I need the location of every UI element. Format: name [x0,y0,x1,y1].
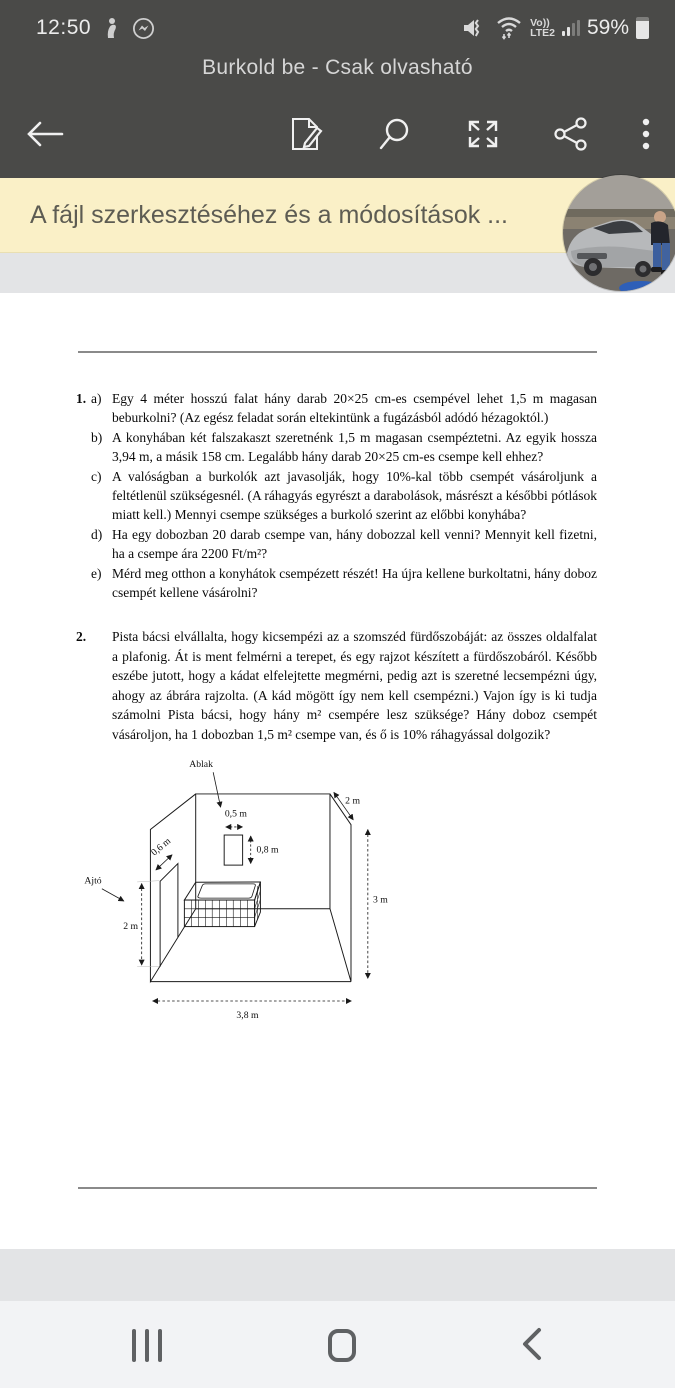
avatar[interactable] [563,175,675,291]
problem-1-number: 1. [76,391,87,406]
part-label: d) [91,526,103,542]
problem-1-part-c [91,467,597,525]
room-walls [150,794,351,982]
part-text: Egy 4 méter hosszú falat hány darab 20×25 cm-es csempével lehet 1,5 m magasan beburkolni? (Az egész feladat során eltekintünk a fugázásból adódó hézagoktól.) [112,391,597,426]
problem-1-part-a [91,389,597,428]
part-text: A valóságban a burkolók azt javasolják, hogy 10%-kal több csempét vásároljunk a feltétlenül szükségesnél. (A ráhagyás egyrészt a darabolások, másrészt a későbbi pótlások miatt kell.) Mennyi csempe szükséges a burkoló szerint az előbbi konyhába? [112,468,597,523]
part-text: A konyhában két falszakaszt szeretnénk 1,5 m magasan csempéztetni. Az egyik hossza 3,94 m, a másik 158 cm. Legalább hány darab 20×25 cm-es csempe kell ehhez? [112,429,597,465]
part-label: a) [91,391,102,406]
edit-button[interactable] [287,115,325,156]
volte-label: Vo)) [530,17,550,29]
figure-room-width: 3,8 m [236,1010,259,1022]
problem-2-text: Pista bácsi elvállalta, hogy kicsempézi az a szomszéd fürdőszobáját: az összes oldalfalat a plafonig. Át is ment felmérni a terepet, és egy rajzot készített a fürdőszobáról. Később eszébe jutott, hogy a kádat elfelejtette megmérni, pedig azt is szeretné lecsempézni úgy, ahogy az ábrára rajzolta. (A kád mögött így nem kell csempézni.) Vajon így is ki tudja számolni Pista bácsi, hogy hány m² csempére lesz szüksége? Hány doboz csempét vásároljon, ha 1 dobozban 1,5 m² csempe van, és ő is 10% ráhagyással dolgozik? [112,629,597,742]
bathroom-figure [76,750,597,1032]
home-button[interactable] [328,1329,356,1362]
battery-icon [636,17,649,39]
document-page[interactable] [0,293,675,1249]
status-time: 12:50 [36,16,92,39]
edit-icon [287,115,325,156]
app-header [0,0,675,178]
network-label: LTE2 [530,27,555,39]
home-icon [328,1329,356,1362]
search-button[interactable] [377,116,413,155]
fullscreen-button[interactable] [465,116,501,155]
toolbar [0,86,675,184]
back-nav-button[interactable] [521,1326,543,1365]
search-icon [377,116,413,155]
volte-indicator [530,18,555,38]
navigation-bar [0,1301,675,1388]
bottom-band [0,1249,675,1301]
problem-1-part-e [91,564,597,603]
figure-window-width: 0,5 m [224,808,247,820]
document-content [76,389,597,1032]
fullscreen-icon [465,116,501,155]
problem-1 [76,389,597,602]
status-right-icons [450,16,649,40]
signal-icon [562,20,580,36]
part-text: Mérd meg otthon a konyhátok csempézett részét! Ha újra kellene burkoltatni, hány doboz csempét kellene vásárolni? [112,565,597,601]
part-label: b) [91,429,103,445]
wifi-icon [495,16,523,40]
back-icon [521,1326,543,1365]
problem-1-part-b [91,428,597,467]
figure-window-height: 0,8 m [256,844,279,856]
figure-window-label: Ablak [189,758,213,770]
problem-1-part-d [91,525,597,564]
share-button[interactable] [553,116,589,155]
problem-2 [76,627,597,743]
figure-door-height: 2 m [123,920,139,932]
part-text: Ha egy dobozban 20 darab csempe van, hány dobozzal kell venni? Mennyit kell fizetni, ha a csempe ára 2200 Ft/m²? [112,526,597,562]
battery-percent: 59% [586,16,629,39]
figure-room-height: 3 m [373,894,388,906]
problem-2-number: 2. [76,629,87,645]
mute-vibrate-icon [462,17,488,39]
banner-message: A fájl szerkesztéséhez és a módosítások ... [30,200,509,229]
messenger-icon [132,17,155,40]
overflow-menu-icon [641,116,651,155]
title-row [0,50,675,86]
recents-button[interactable] [132,1329,162,1362]
figure-door-width: 0,6 m [149,835,174,859]
back-arrow-icon [24,119,66,152]
document-title: Burkold be - Csak olvasható [202,56,473,79]
extension-lines [137,881,159,967]
window-shape [224,835,242,865]
figure-door-label: Ajtó [84,875,102,887]
overflow-menu-button[interactable] [641,116,651,155]
part-label: e) [91,565,102,581]
person-icon [103,17,120,39]
divider-top [78,351,597,353]
divider-bottom [78,1187,597,1189]
share-icon [553,116,589,155]
back-button[interactable] [24,119,66,152]
part-label: c) [91,468,102,484]
recents-icon [132,1329,162,1362]
figure-room-depth: 2 m [345,795,360,807]
status-bar [0,0,675,50]
